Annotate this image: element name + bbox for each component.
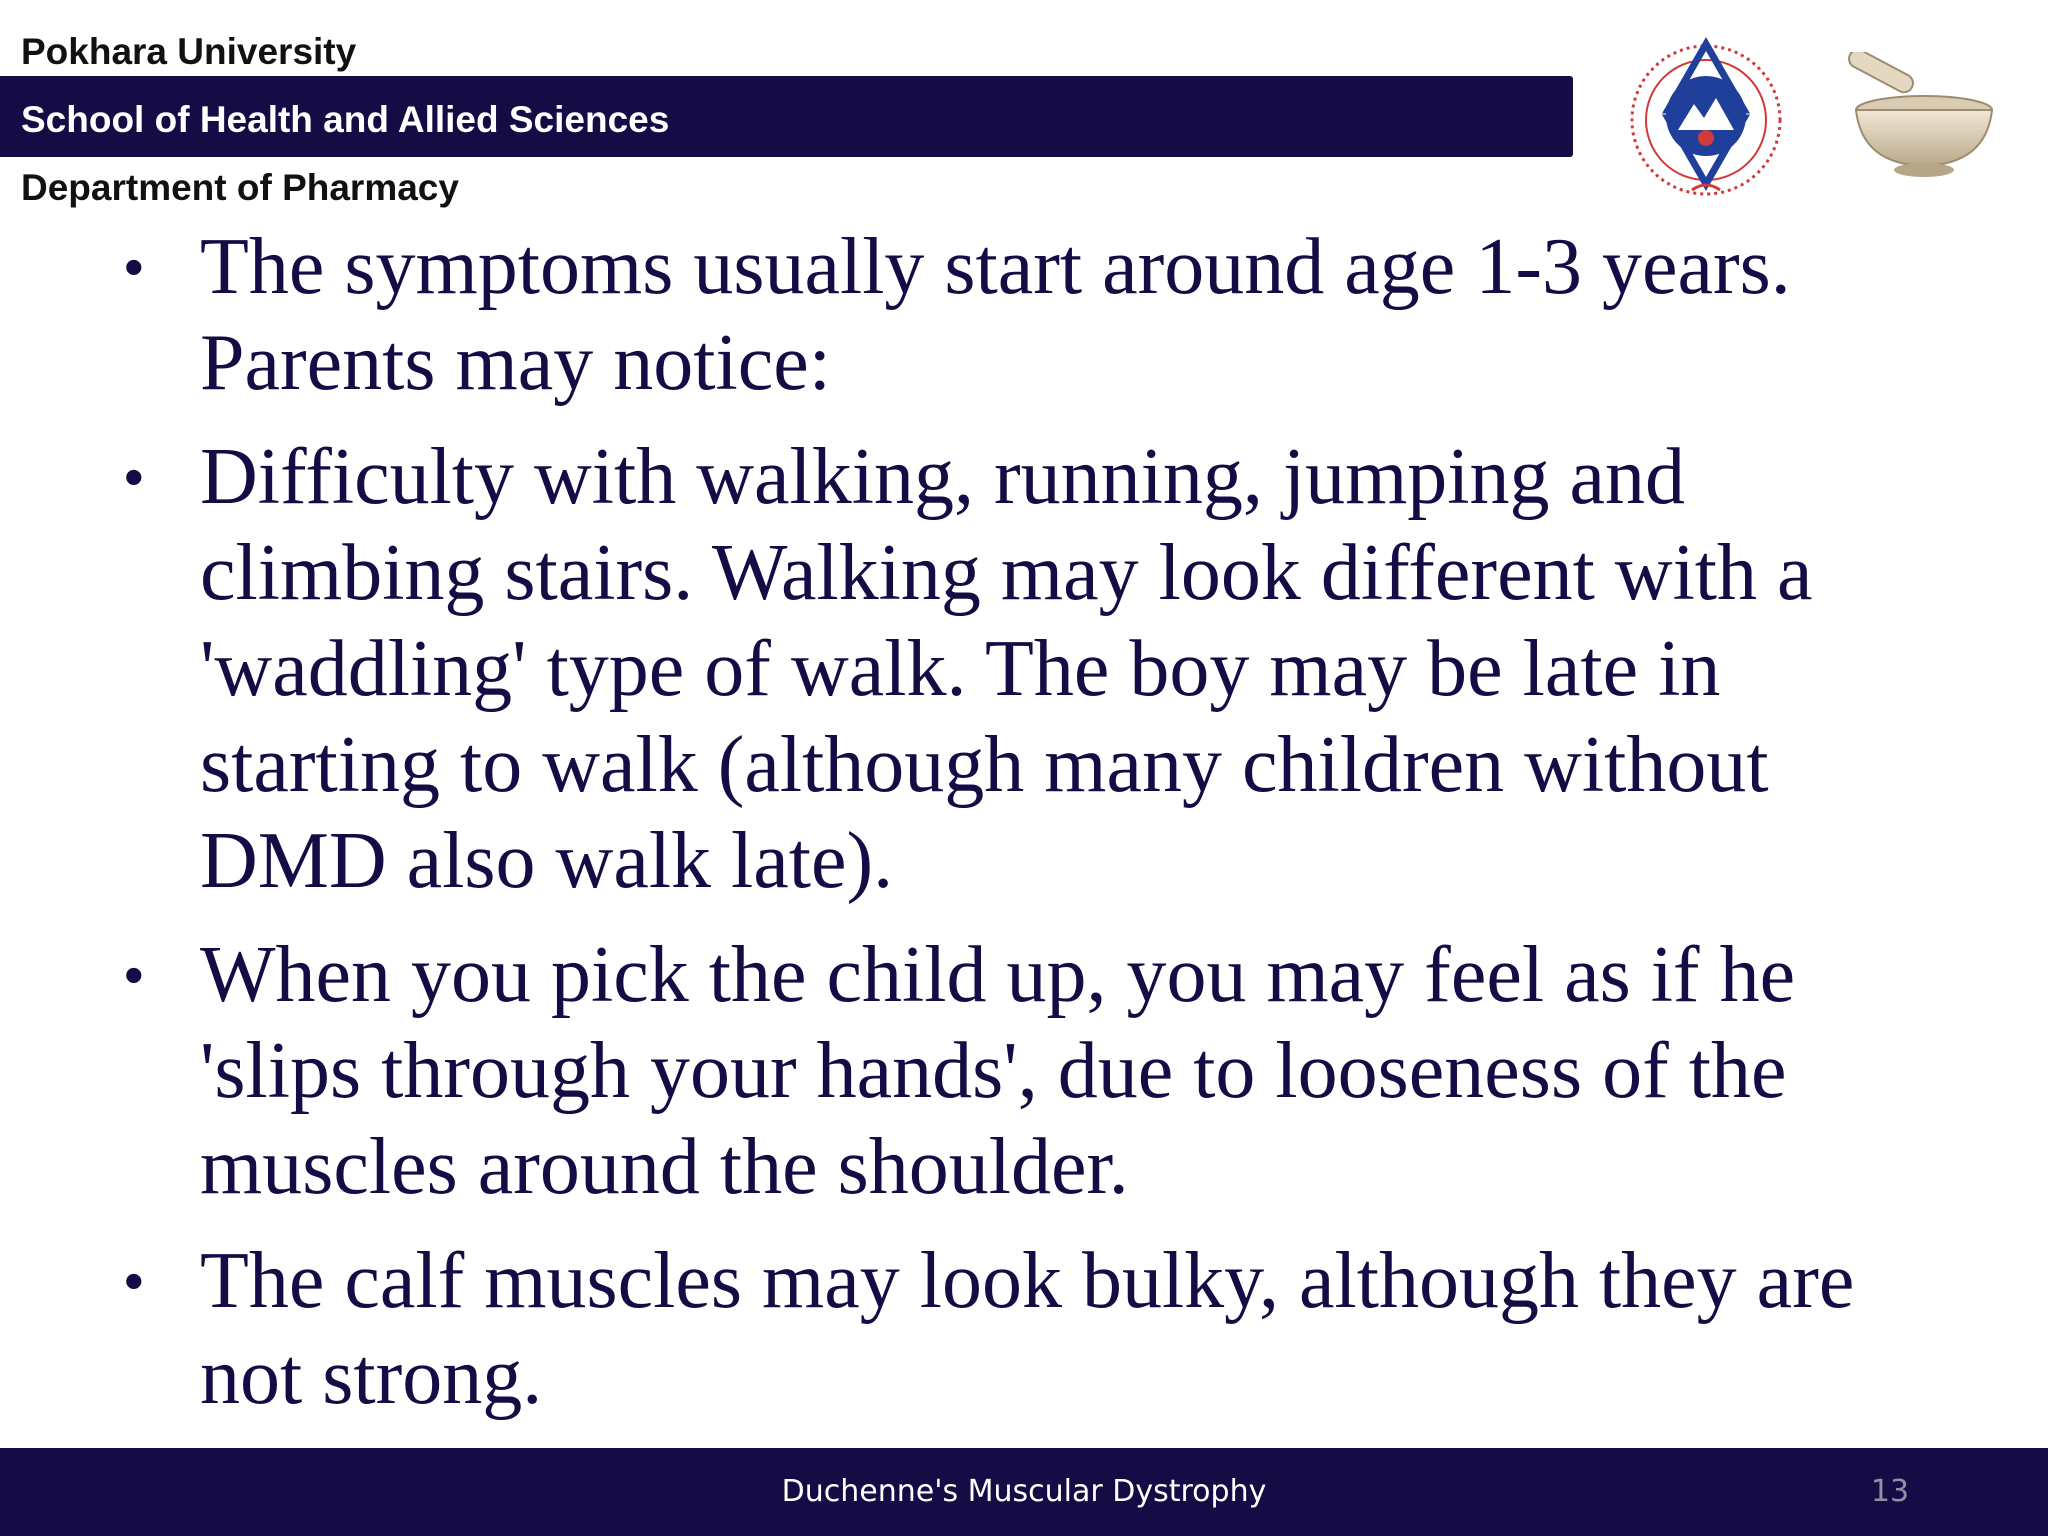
bullet-text: The symptoms usually start around age 1-3 years. Parents may notice: xyxy=(200,223,1791,407)
university-name: Pokhara University xyxy=(21,31,357,72)
bullet-item xyxy=(124,429,1900,909)
school-name: School of Health and Allied Sciences xyxy=(21,99,670,140)
bullet-dot: • xyxy=(124,445,144,508)
bullet-dot: • xyxy=(124,235,144,298)
bullet-text: When you pick the child up, you may feel as if he 'slips through your hands', due to looseness of the muscles around the shoulder. xyxy=(200,931,1796,1211)
bullet-item xyxy=(124,1233,1900,1425)
bullet-item xyxy=(124,927,1900,1215)
slide-footer xyxy=(0,1448,2048,1536)
bullet-dot: • xyxy=(124,1249,144,1312)
page-number: 13 xyxy=(1870,1474,1910,1509)
bullet-text: Difficulty with walking, running, jumping and climbing stairs. Walking may look different with a 'waddling' type of walk. The boy may be late in starting to walk (although many children without DMD also walk late). xyxy=(200,433,1813,905)
department-name: Department of Pharmacy xyxy=(21,167,459,208)
bullet-item xyxy=(124,219,1900,411)
bullet-dot: • xyxy=(124,943,144,1006)
footer-title: Duchenne's Muscular Dystrophy xyxy=(781,1474,1267,1509)
bullet-text: The calf muscles may look bulky, although they are not strong. xyxy=(200,1237,1855,1421)
